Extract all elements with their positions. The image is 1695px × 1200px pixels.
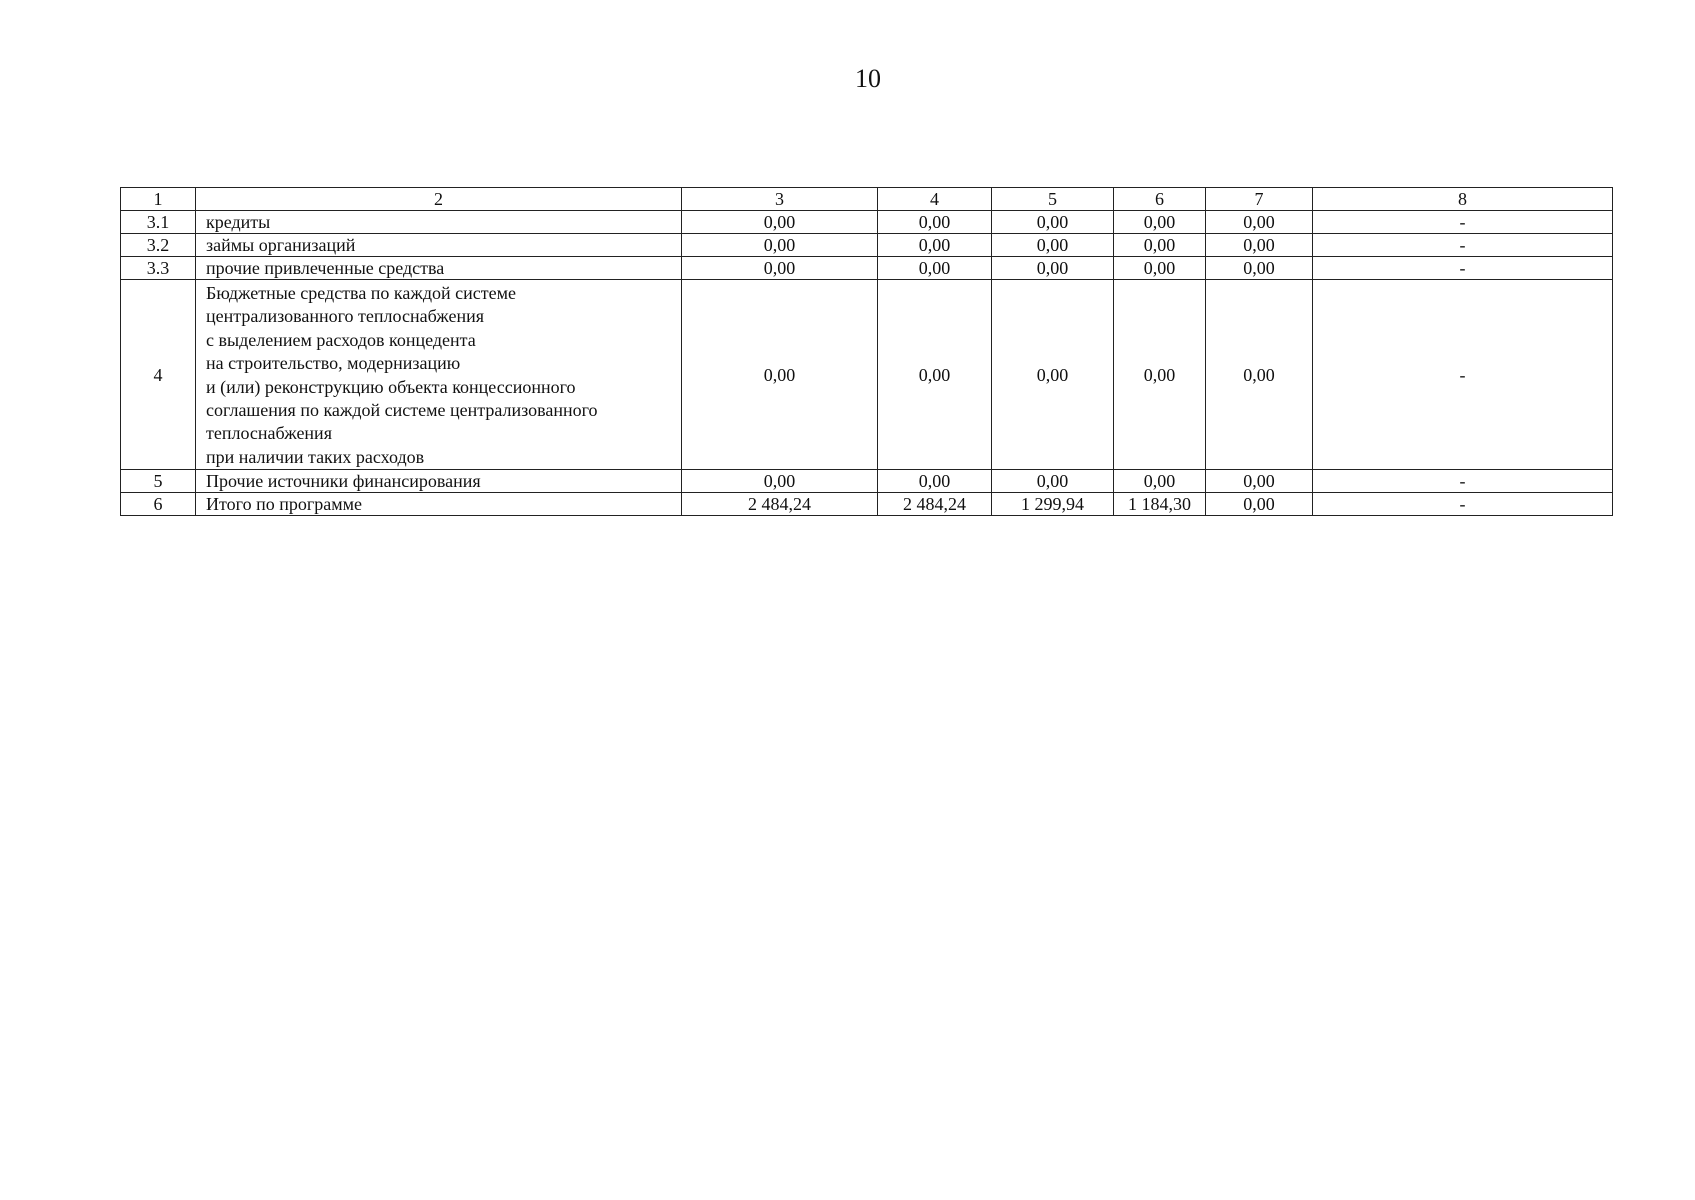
value-col-4: 0,00 <box>878 211 992 234</box>
row-label-line: и (или) реконструкцию объекта концессионного <box>206 376 576 397</box>
value-col-7: 0,00 <box>1206 257 1313 280</box>
value-col-3: 0,00 <box>682 257 878 280</box>
value-col-5: 0,00 <box>992 234 1114 257</box>
value-col-4: 0,00 <box>878 280 992 470</box>
value-col-3: 2 484,24 <box>682 493 878 516</box>
value-col-8: - <box>1313 211 1613 234</box>
row-label: Итого по программе <box>196 493 682 516</box>
row-number: 6 <box>121 493 196 516</box>
financing-table <box>120 187 1613 516</box>
value-col-4: 0,00 <box>878 234 992 257</box>
value-col-8: - <box>1313 280 1613 470</box>
row-number: 3.2 <box>121 234 196 257</box>
value-col-3: 0,00 <box>682 211 878 234</box>
page-number: 10 <box>855 64 881 93</box>
value-col-5: 0,00 <box>992 257 1114 280</box>
row-number: 4 <box>121 280 196 470</box>
row-label-line: централизованного теплоснабжения <box>206 306 485 327</box>
row-label-line: Бюджетные средства по каждой системе <box>206 283 516 303</box>
header-cell-7: 7 <box>1206 188 1313 211</box>
row-label-line: с выделением расходов концедента <box>206 329 476 350</box>
table-row <box>121 211 1613 234</box>
row-label: прочие привлеченные средства <box>196 257 682 280</box>
row-number: 3.1 <box>121 211 196 234</box>
value-col-6: 0,00 <box>1114 470 1206 493</box>
header-cell-1: 1 <box>121 188 196 211</box>
header-cell-2: 2 <box>196 188 682 211</box>
row-label-multiline <box>196 280 682 470</box>
value-col-3: 0,00 <box>682 234 878 257</box>
value-col-3: 0,00 <box>682 470 878 493</box>
value-col-4: 2 484,24 <box>878 493 992 516</box>
header-cell-3: 3 <box>682 188 878 211</box>
header-cell-4: 4 <box>878 188 992 211</box>
value-col-5: 1 299,94 <box>992 493 1114 516</box>
header-cell-5: 5 <box>992 188 1114 211</box>
value-col-8: - <box>1313 470 1613 493</box>
row-label-line: при наличии таких расходов <box>206 446 425 467</box>
value-col-5: 0,00 <box>992 470 1114 493</box>
value-col-6: 0,00 <box>1114 257 1206 280</box>
table-row <box>121 257 1613 280</box>
value-col-7: 0,00 <box>1206 211 1313 234</box>
table-row <box>121 234 1613 257</box>
row-label: Прочие источники финансирования <box>196 470 682 493</box>
value-col-8: - <box>1313 257 1613 280</box>
total-row <box>121 493 1613 516</box>
row-number: 5 <box>121 470 196 493</box>
row-label-line: на строительство, модернизацию <box>206 353 461 374</box>
row-number: 3.3 <box>121 257 196 280</box>
table-row <box>121 470 1613 493</box>
value-col-3: 0,00 <box>682 280 878 470</box>
value-col-5: 0,00 <box>992 211 1114 234</box>
value-col-7: 0,00 <box>1206 493 1313 516</box>
value-col-5: 0,00 <box>992 280 1114 470</box>
row-label-line: соглашения по каждой системе централизованного <box>206 400 598 421</box>
value-col-8: - <box>1313 493 1613 516</box>
value-col-8: - <box>1313 234 1613 257</box>
value-col-6: 0,00 <box>1114 211 1206 234</box>
value-col-6: 0,00 <box>1114 280 1206 470</box>
row-label: кредиты <box>196 211 682 234</box>
value-col-4: 0,00 <box>878 257 992 280</box>
table-row <box>121 280 1613 470</box>
header-cell-6: 6 <box>1114 188 1206 211</box>
header-row <box>121 188 1613 211</box>
row-label: займы организаций <box>196 234 682 257</box>
row-label-line: теплоснабжения <box>206 423 332 444</box>
value-col-6: 0,00 <box>1114 234 1206 257</box>
value-col-7: 0,00 <box>1206 234 1313 257</box>
value-col-7: 0,00 <box>1206 470 1313 493</box>
value-col-4: 0,00 <box>878 470 992 493</box>
table-body <box>121 188 1613 516</box>
header-cell-8: 8 <box>1313 188 1613 211</box>
value-col-7: 0,00 <box>1206 280 1313 470</box>
value-col-6: 1 184,30 <box>1114 493 1206 516</box>
